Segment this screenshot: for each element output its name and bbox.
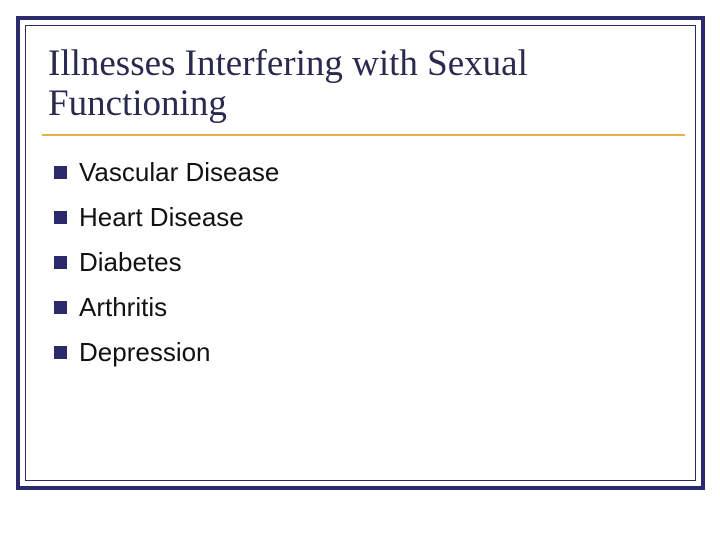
square-bullet-icon [54,256,67,269]
list-item-label: Vascular Disease [79,157,280,187]
square-bullet-icon [54,211,67,224]
list-item [54,330,279,375]
square-bullet-icon [54,346,67,359]
list-item-label: Heart Disease [79,202,244,232]
list-item [54,240,279,285]
square-bullet-icon [54,166,67,179]
list-item-label: Diabetes [79,247,182,277]
list-item [54,285,279,330]
slide-title: Illnesses Interfering with Sexual Functioning [48,43,528,124]
list-item [54,150,279,195]
square-bullet-icon [54,301,67,314]
list-item-label: Arthritis [79,292,168,322]
list-item [54,195,279,240]
list-item-label: Depression [79,337,211,367]
bullet-list [54,150,279,375]
title-divider [42,134,685,136]
